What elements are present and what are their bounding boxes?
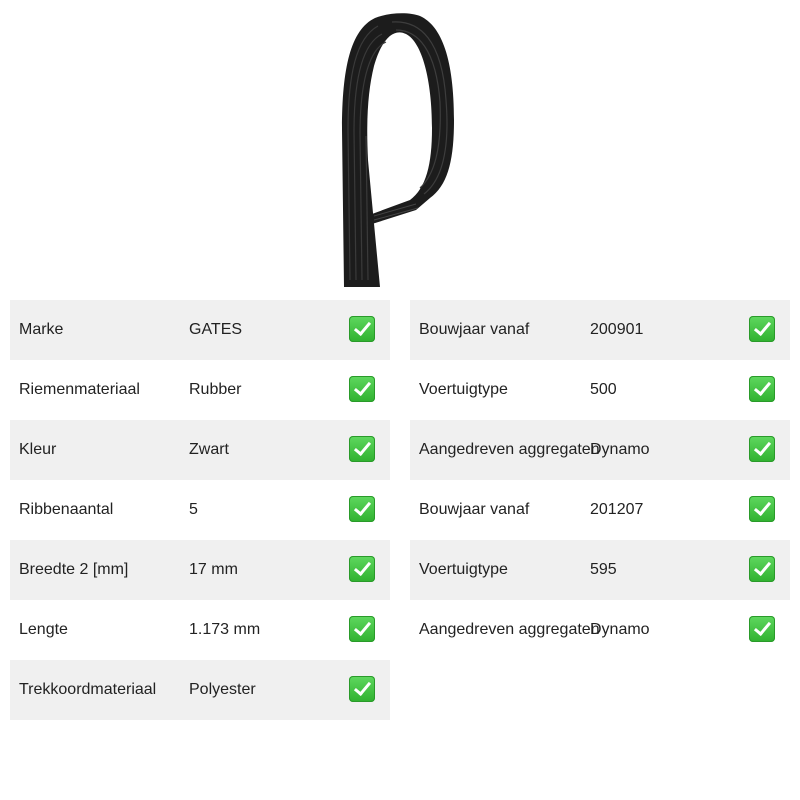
- check-mark-icon: [749, 496, 775, 522]
- spec-value: 1.173 mm: [189, 621, 261, 638]
- spec-label: Voertuigtype: [419, 561, 508, 578]
- v-ribbed-belt-image: [330, 10, 470, 290]
- spec-table-right: [410, 300, 790, 660]
- check-mark-icon: [349, 496, 375, 522]
- spec-value: 17 mm: [189, 561, 238, 578]
- check-mark-icon: [349, 556, 375, 582]
- spec-value: Dynamo: [590, 441, 650, 458]
- spec-row: [410, 360, 790, 420]
- spec-row: [10, 420, 390, 480]
- spec-value: Dynamo: [590, 621, 650, 638]
- check-mark-icon: [749, 316, 775, 342]
- spec-value: 5: [189, 501, 198, 518]
- spec-row: [410, 540, 790, 600]
- spec-value: Rubber: [189, 381, 242, 398]
- spec-value: GATES: [189, 321, 243, 338]
- spec-label: Voertuigtype: [419, 381, 508, 398]
- check-mark-icon: [349, 376, 375, 402]
- check-mark-icon: [349, 676, 375, 702]
- spec-label: Kleur: [19, 441, 57, 458]
- spec-row: [10, 600, 390, 660]
- spec-label: Trekkoordmateriaal: [19, 681, 157, 698]
- spec-table-left: [10, 300, 390, 720]
- check-mark-icon: [749, 376, 775, 402]
- spec-value: Polyester: [189, 681, 256, 698]
- spec-value: 595: [590, 561, 617, 578]
- spec-row: [10, 660, 390, 720]
- check-mark-icon: [349, 616, 375, 642]
- spec-label: Lengte: [19, 621, 68, 638]
- spec-label: Riemenmateriaal: [19, 381, 140, 398]
- spec-label: Aangedreven aggregaten: [419, 621, 600, 638]
- spec-label: Breedte 2 [mm]: [19, 561, 129, 578]
- spec-row: [410, 420, 790, 480]
- spec-value: 200901: [590, 321, 644, 338]
- spec-value: 500: [590, 381, 617, 398]
- spec-row: [410, 600, 790, 660]
- spec-value: Zwart: [189, 441, 229, 458]
- check-mark-icon: [749, 556, 775, 582]
- spec-row: [10, 480, 390, 540]
- check-mark-icon: [749, 436, 775, 462]
- spec-label: Aangedreven aggregaten: [419, 441, 600, 458]
- spec-label: Bouwjaar vanaf: [419, 321, 530, 338]
- check-mark-icon: [349, 436, 375, 462]
- spec-row: [10, 300, 390, 360]
- spec-label: Marke: [19, 321, 64, 338]
- spec-row: [410, 300, 790, 360]
- spec-row: [10, 360, 390, 420]
- spec-row: [10, 540, 390, 600]
- check-mark-icon: [749, 616, 775, 642]
- spec-value: 201207: [590, 501, 644, 518]
- spec-row: [410, 480, 790, 540]
- check-mark-icon: [349, 316, 375, 342]
- spec-label: Ribbenaantal: [19, 501, 114, 518]
- spec-label: Bouwjaar vanaf: [419, 501, 530, 518]
